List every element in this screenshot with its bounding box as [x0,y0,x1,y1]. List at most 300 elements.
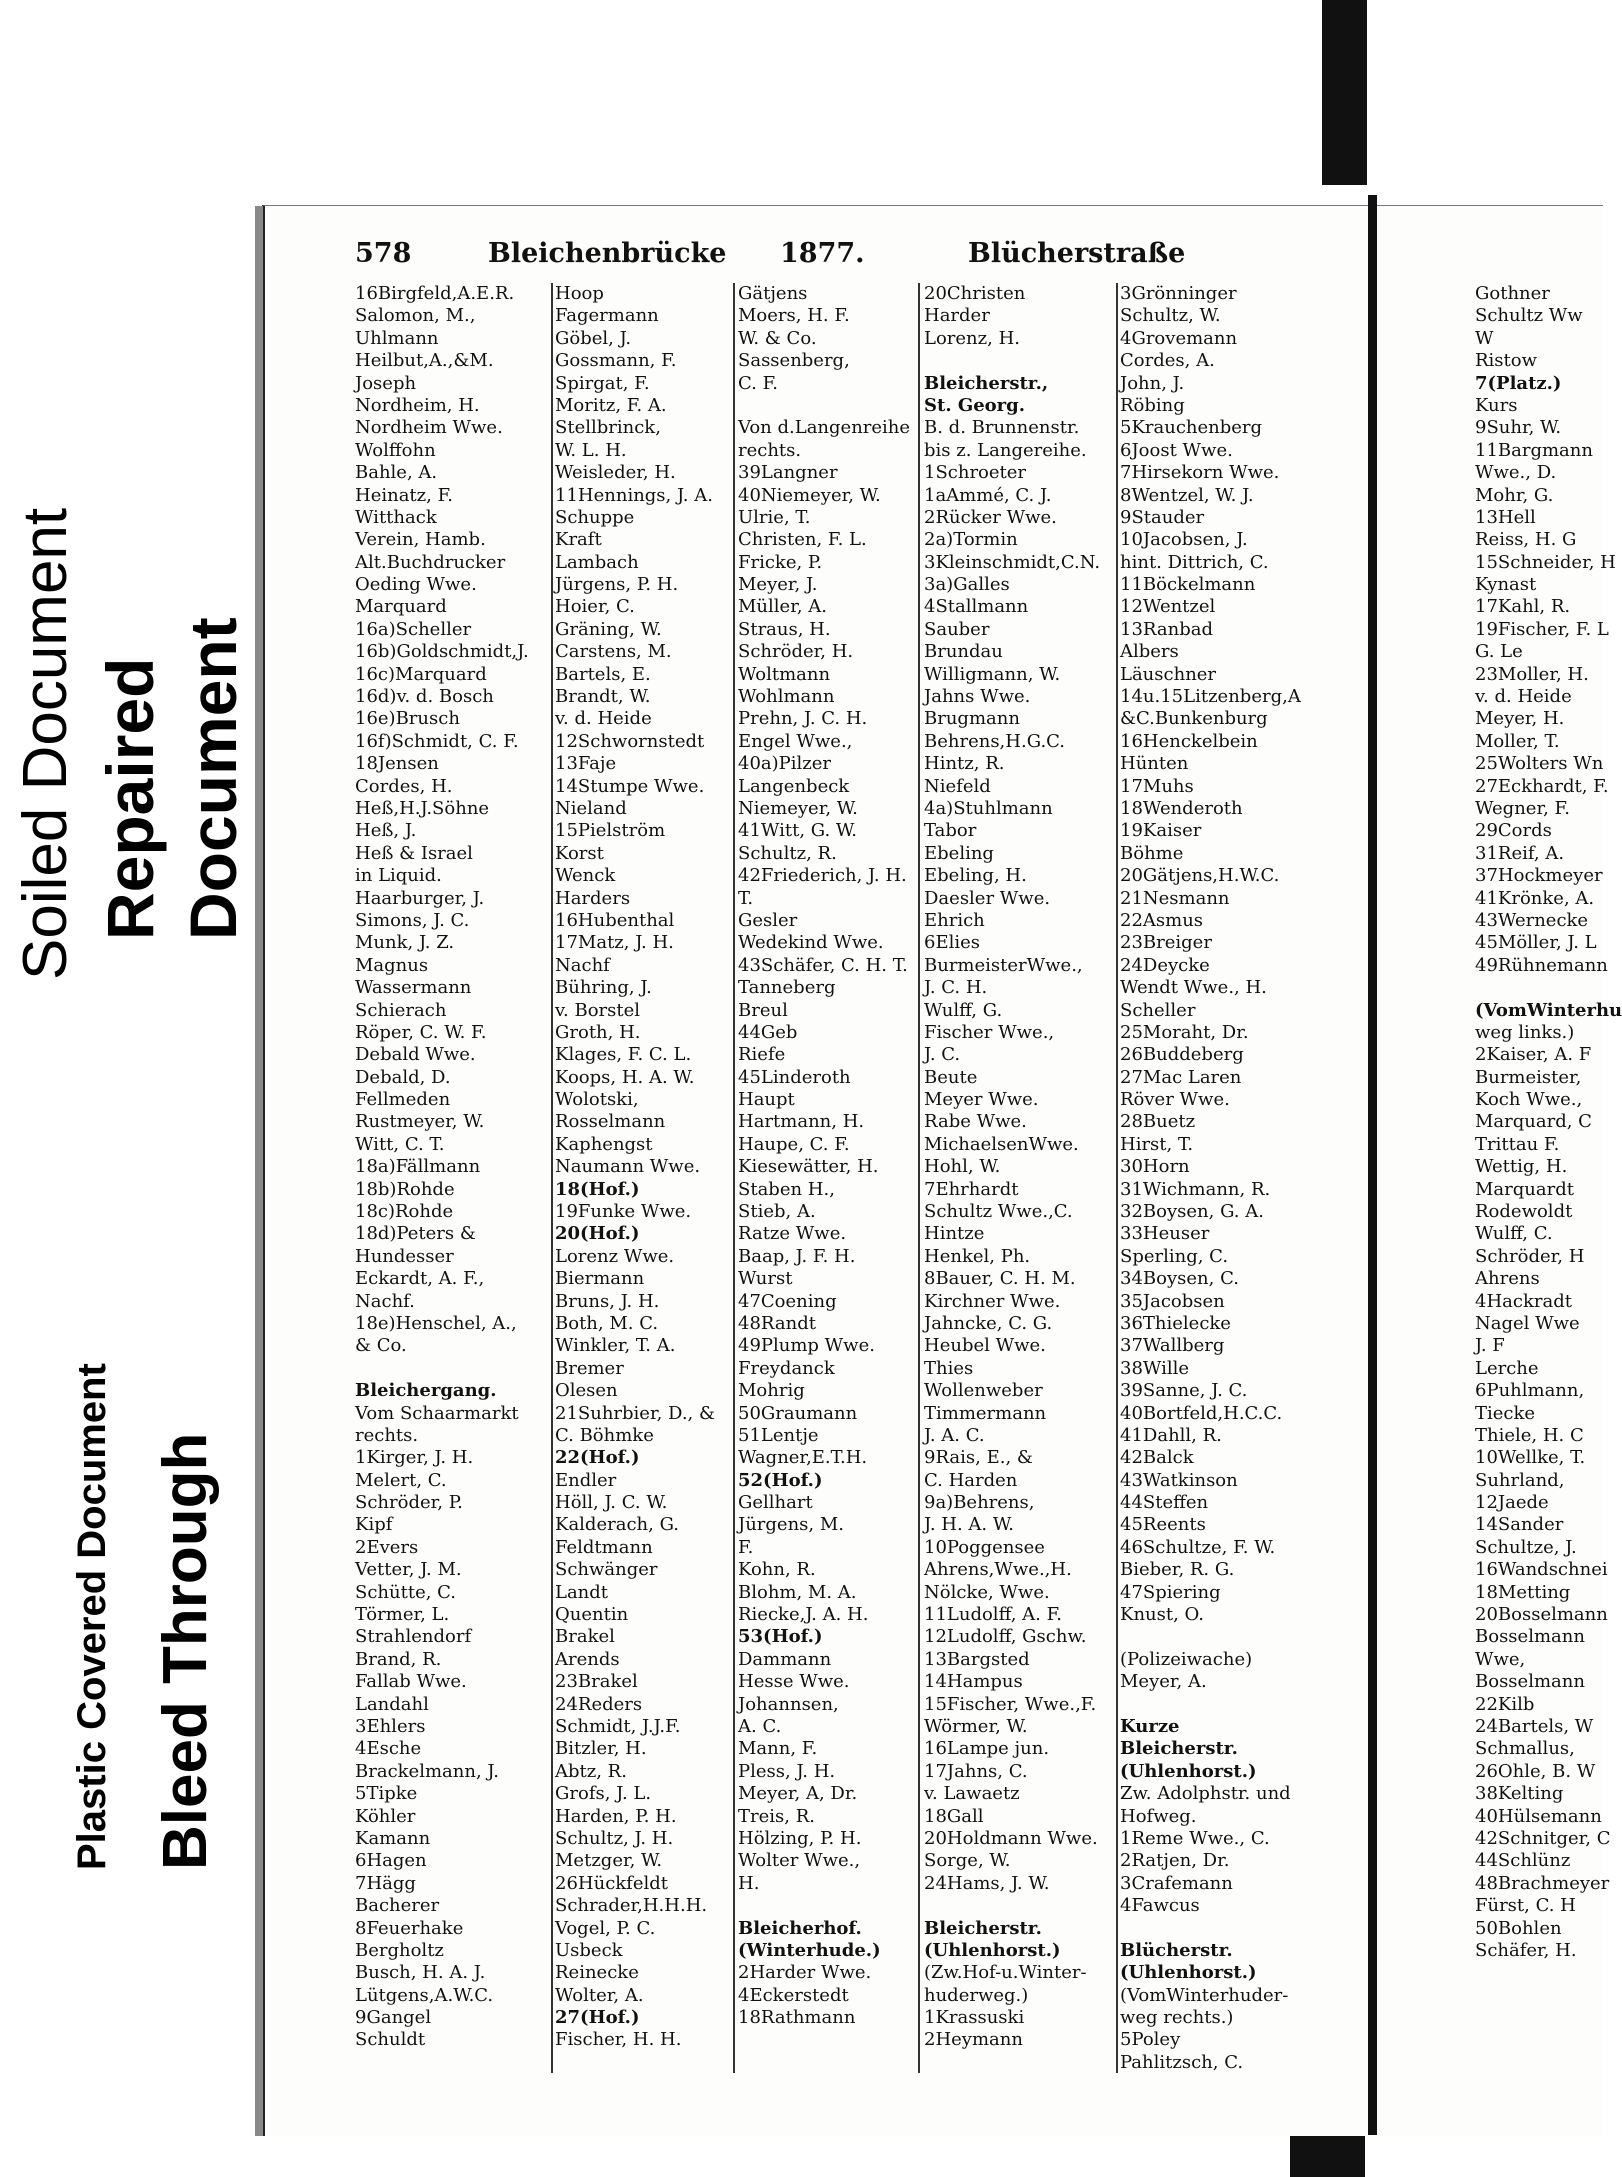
directory-entry: 18Metting [1475,1581,1571,1603]
directory-entry: 3Ehlers [355,1716,426,1737]
directory-entry: Moller, T. [1475,730,1560,752]
directory-entry: Willigmann, W. [924,663,1061,685]
directory-entry: Haupt [738,1089,795,1111]
directory-entry: Schultz, W. [1120,305,1221,327]
directory-entry: 22(Hof.) [555,1447,640,1469]
directory-entry: Fellmeden [355,1089,451,1111]
directory-entry: 2Evers [355,1536,419,1558]
directory-entry: 40Bortfeld,H.C.C. [1120,1402,1283,1424]
directory-entry: Wolffohn [355,439,436,461]
directory-entry: 21Nesmann [1120,887,1230,909]
directory-entry: Harders [555,887,631,909]
directory-entry: 20Bosselmann [1475,1604,1608,1626]
directory-entry: 6Elies [924,932,980,954]
directory-entry: 22Kilb [1475,1693,1535,1715]
directory-entry: 3Crafemann [1120,1872,1233,1894]
directory-entry: Schierach [355,999,447,1021]
directory-entry: Hintze [924,1223,985,1245]
directory-entry: Kalderach, G. [555,1514,680,1536]
directory-entry: 1Schroeter [924,462,1027,484]
directory-entry: Mann, F. [738,1738,818,1760]
directory-entry: Fischer Wwe., [924,1021,1055,1043]
directory-entry: Munk, J. Z. [355,932,455,954]
directory-entry: 40a)Pilzer [738,753,832,775]
directory-entry: Reinecke [555,1962,639,1984]
directory-entry: Moers, H. F. [738,305,850,327]
directory-entry: 16e)Brusch [355,708,460,730]
directory-entry: Nachf. [355,1290,415,1312]
directory-entry: huderweg.) [924,1984,1029,2006]
directory-entry: Lütgens,A.W.C. [355,1984,494,2006]
directory-entry [1475,977,1600,999]
directory-entry: 46Schultze, F. W. [1120,1536,1276,1558]
directory-entry: 14Stumpe Wwe. [555,775,705,797]
directory-entry: Naumann Wwe. [555,1156,701,1178]
directory-entry: 50Bohlen [1475,1917,1562,1939]
directory-entry: Rosselmann [555,1111,666,1133]
directory-entry: Dammann [738,1648,832,1670]
directory-entry: Abtz, R. [555,1760,627,1782]
directory-entry: Debald, D. [355,1066,451,1088]
directory-entry: Pless, J. H. [738,1760,836,1782]
directory-entry: 18Jensen [355,753,439,775]
directory-entry: 4Stallmann [924,596,1029,618]
directory-entry: Christen, F. L. [738,529,867,551]
directory-entry: Schuppe [555,506,635,528]
directory-entry: Wolotski, [555,1089,639,1111]
directory-entry: Lambach [555,551,639,573]
directory-entry: Hirst, T. [1120,1133,1194,1155]
directory-entry: in Liquid. [355,865,442,887]
directory-entry: 12Wentzel [1120,596,1216,618]
directory-entry: Sassenberg, [738,350,850,372]
directory-entry: Bartels, E. [555,663,651,685]
directory-entry: Albers [1120,641,1179,663]
directory-entry: Arends [555,1648,620,1670]
directory-entry: Wulff, G. [924,999,1003,1021]
directory-entry: Gossmann, F. [555,350,677,372]
directory-entry: Magnus [355,954,429,976]
directory-entry: 47Spiering [1120,1581,1221,1603]
directory-entry: Olesen [555,1380,618,1402]
directory-entry: Engel Wwe., [738,730,853,752]
left-heading: Bleichenbrücke [488,238,727,269]
directory-entry: Gellhart [738,1492,813,1514]
directory-entry: Ratze Wwe. [738,1223,847,1245]
directory-entry: 9a)Behrens, [924,1492,1035,1514]
directory-entry: Kohn, R. [738,1559,816,1581]
directory-entry: 49Rühnemann [1475,954,1608,976]
directory-entry: 24Reders [555,1693,643,1715]
directory-entry: Schröder, H. [738,641,854,663]
directory-entry: 45Reents [1120,1514,1206,1536]
directory-entry: Busch, H. A. J. [355,1962,486,1984]
directory-entry: 19Kaiser [1120,820,1202,842]
directory-entry: Staben H., [738,1178,835,1200]
directory-entry: Zw. Adolphstr. und [1120,1783,1291,1805]
directory-entry: Jürgens, M. [738,1514,845,1536]
directory-entry: Heinatz, F. [355,484,453,506]
directory-entry: Heubel Wwe. [924,1335,1046,1357]
directory-entry [1120,1694,1320,1716]
directory-entry: 19Fischer, F. L [1475,618,1609,640]
directory-entry: J. C. [924,1044,961,1066]
directory-entry: 41Krönke, A. [1475,887,1595,909]
directory-entry: 26Ohle, B. W [1475,1760,1596,1782]
directory-entry: 1aAmmé, C. J. [924,484,1052,506]
directory-entry: Feldtmann [555,1536,653,1558]
directory-entry: T. [738,887,754,909]
directory-entry: 44Geb [738,1021,798,1043]
directory-entry: Scheller [1120,999,1196,1021]
directory-entry: Schultz Ww [1475,305,1583,327]
directory-entry: Cordes, A. [1120,350,1215,372]
directory-entry: bis z. Langereihe. [924,439,1087,461]
directory-entry: Wulff, C. [1475,1223,1553,1245]
directory-entry: Niemeyer, W. [738,797,858,819]
directory-entry: 18c)Rohde [355,1201,454,1223]
directory-entry: 7Hirsekorn Wwe. [1120,462,1280,484]
directory-entry: Verein, Hamb. [355,529,486,551]
directory-entry: Heilbut,A.,&M. [355,350,494,372]
directory-entry: Ahrens [1475,1268,1540,1290]
directory-entry: 6Hagen [355,1850,427,1872]
directory-entry: Brundau [924,641,1003,663]
directory-entry: Kipf [355,1514,393,1536]
directory-entry: 44Schlünz [1475,1850,1571,1872]
directory-entry: 14Sander [1475,1514,1564,1536]
directory-entry: Törmer, L. [355,1604,450,1626]
directory-entry: Bosselmann [1475,1671,1585,1693]
directory-entry: Reiss, H. G [1475,529,1577,551]
directory-entry: 30Horn [1120,1156,1190,1178]
directory-entry: Kurs [1475,394,1518,416]
directory-entry: 16c)Marquard [355,663,487,685]
directory-entry: 18Rathmann [738,2007,856,2029]
top-black-bar [1322,0,1367,185]
directory-entry: Quentin [555,1604,629,1626]
directory-entry: Wohlmann [738,686,835,708]
directory-entry: rechts. [355,1424,419,1446]
directory-entry: Treis, R. [738,1805,815,1827]
directory-entry: Kaphengst [555,1133,653,1155]
directory-entry: 25Moraht, Dr. [1120,1021,1249,1043]
directory-entry: 16Wandschnei [1475,1559,1608,1581]
directory-entry: 45Linderoth [738,1066,851,1088]
directory-entry: Witthack [355,506,437,528]
directory-entry: Wörmer, W. [924,1716,1028,1737]
directory-entry: Wedekind Wwe. [738,932,884,954]
directory-entry: 20(Hof.) [555,1223,640,1245]
directory-entry: Joseph [355,372,417,394]
directory-entry: 17Matz, J. H. [555,932,674,954]
directory-entry: Schultz Wwe.,C. [924,1201,1073,1223]
directory-entry: v. d. Heide [555,708,652,730]
directory-entry: Bacherer [355,1895,440,1917]
directory-entry: weg rechts.) [1120,2007,1234,2029]
directory-entry: J. F [1475,1335,1505,1357]
directory-entry: Nachf [555,954,610,976]
directory-entry: Gothner [1475,283,1550,304]
directory-entry: 23Breiger [1120,932,1212,954]
directory-entry: 22Asmus [1120,909,1204,931]
directory-entry: 47Coening [738,1290,837,1312]
directory-entry: Burmeister, [1475,1066,1582,1088]
directory-entry: Usbeck [555,1939,623,1961]
directory-entry: Vetter, J. M. [355,1559,462,1581]
directory-entry: 41Dahll, R. [1120,1424,1222,1446]
directory-entry: 13Bargsted [924,1648,1030,1670]
directory-entry: Nieland [555,797,627,819]
directory-entry: 7Hägg [355,1872,416,1894]
directory-entry: (Uhlenhorst.) [1120,1760,1257,1782]
directory-entry: Harder [924,305,990,327]
directory-entry: Niefeld [924,775,991,797]
directory-entry: 13Hell [1475,506,1536,528]
directory-entry: 2Heymann [924,2029,1023,2051]
directory-entry: 5Tipke [355,1783,418,1805]
directory-entry: Kirchner Wwe. [924,1290,1061,1312]
directory-entry: Uhlmann [355,327,439,349]
directory-entry: v. Lawaetz [924,1783,1020,1805]
directory-entry: Gätjens [738,283,808,304]
directory-entry: Moritz, F. A. [555,394,667,416]
directory-entry: 38Wille [1120,1357,1190,1379]
directory-column-3 [738,283,913,2029]
directory-entry: 42Balck [1120,1447,1194,1469]
directory-entry: Korst [555,842,604,864]
directory-entry: 51Lentje [738,1424,819,1446]
directory-entry: Hartmann, H. [738,1111,865,1133]
directory-entry: 11Hennings, J. A. [555,484,713,506]
directory-entry: Behrens,H.G.C. [924,730,1066,752]
directory-entry: 39Sanne, J. C. [1120,1380,1248,1402]
document-label: Document [176,617,250,940]
directory-entry: 33Heuser [1120,1223,1210,1245]
directory-entry: Cordes, H. [355,775,453,797]
directory-entry: (VomWinterhu [1475,999,1622,1021]
directory-entry: 6Joost Wwe. [1120,439,1233,461]
directory-entry: &C.Bunkenburg [1120,708,1268,730]
directory-entry: Ulrie, T. [738,506,811,528]
directory-entry: 9Suhr, W. [1475,417,1562,439]
directory-entry: Suhrland, [1475,1469,1565,1491]
directory-entry: Bleicherstr., [924,372,1049,394]
repaired-label: Repaired [93,657,167,940]
directory-entry: Melert, C. [355,1469,447,1491]
column-divider [733,283,735,2073]
directory-entry: 20Holdmann Wwe. [924,1827,1098,1849]
directory-entry: Kurze [1120,1716,1180,1737]
directory-entry: Bosselmann [1475,1626,1585,1648]
directory-entry: 4Esche [355,1738,422,1760]
directory-entry: 19Funke Wwe. [555,1201,692,1223]
directory-entry: Schrader,H.H.H. [555,1895,708,1917]
directory-entry: 12Schwornstedt [555,730,705,752]
directory-entry [924,1895,1119,1917]
directory-entry: Brackelmann, J. [355,1760,499,1782]
directory-entry: 38Kelting [1475,1783,1564,1805]
directory-entry: Debald Wwe. [355,1044,476,1066]
directory-entry: Mohrig [738,1380,805,1402]
directory-entry: Heß, J. [355,820,417,842]
directory-entry: (Uhlenhorst.) [924,1939,1061,1961]
directory-entry: Lorenz, H. [924,327,1020,349]
directory-column-2 [555,283,730,2052]
directory-entry: v. Borstel [555,999,641,1021]
directory-entry: Beute [924,1066,978,1088]
directory-entry: Bleichergang. [355,1380,497,1402]
directory-entry: 49Plump Wwe. [738,1335,875,1357]
directory-entry: 18(Hof.) [555,1178,640,1200]
directory-entry: 11Böckelmann [1120,574,1256,596]
directory-entry: 10Poggensee [924,1536,1045,1558]
directory-entry: 18Gall [924,1805,984,1827]
directory-entry: Wollenweber [924,1380,1043,1402]
directory-entry: Wegner, F. [1475,797,1570,819]
directory-entry: 36Thielecke [1120,1312,1231,1334]
directory-entry: Wolter Wwe., [738,1850,861,1872]
directory-entry: Ehrich [924,909,985,931]
directory-entry: 17Kahl, R. [1475,596,1571,618]
directory-entry: rechts. [738,439,802,461]
directory-entry: 7Ehrhardt [924,1178,1019,1200]
directory-entry: Stieb, A. [738,1201,816,1223]
directory-entry: Bieber, R. G. [1120,1559,1235,1581]
directory-entry: 15Fischer, Wwe.,F. [924,1693,1097,1715]
directory-entry: 16d)v. d. Bosch [355,686,494,708]
directory-entry: Bahle, A. [355,462,438,484]
directory-entry: Breul [738,999,788,1021]
directory-entry: Blücherstr. [1120,1939,1233,1961]
directory-entry: W. L. H. [555,439,627,461]
directory-entry: Röper, C. W. F. [355,1021,487,1043]
directory-entry: Koops, H. A. W. [555,1066,695,1088]
directory-entry: 7(Platz.) [1475,372,1562,394]
directory-entry: 23Brakel [555,1671,638,1693]
directory-entry: 4Hackradt [1475,1290,1572,1312]
directory-entry: 13Ranbad [1120,618,1213,640]
directory-entry: Marquard [355,596,447,618]
directory-entry: Hintz, R. [924,753,1005,775]
directory-entry: 27(Hof.) [555,2007,640,2029]
directory-entry: 10Jacobsen, J. [1120,529,1248,551]
directory-entry: 43Wernecke [1475,909,1589,931]
directory-column-6 [1475,283,1622,1962]
directory-entry: 44Steffen [1120,1492,1209,1514]
directory-entry: 37Wallberg [1120,1335,1225,1357]
directory-entry: 3a)Galles [924,574,1010,596]
directory-entry: Harden, P. H. [555,1805,677,1827]
directory-entry: Bremer [555,1357,624,1379]
directory-entry: Wwe, [1475,1648,1526,1670]
directory-entry: Wurst [738,1268,793,1290]
directory-entry: 14Hampus [924,1671,1023,1693]
directory-entry: Nagel Wwe [1475,1312,1580,1334]
directory-entry: B. d. Brunnenstr. [924,417,1080,439]
directory-entry: Jahncke, C. G. [924,1312,1053,1334]
directory-entry: W. & Co. [738,327,817,349]
directory-entry: Haupe, C. F. [738,1133,850,1155]
directory-entry: Spirgat, F. [555,372,650,394]
directory-entry: 50Graumann [738,1402,858,1424]
directory-entry: 23Moller, H. [1475,663,1589,685]
directory-entry: J. C. H. [924,977,988,999]
directory-entry: 26Hückfeldt [555,1872,669,1894]
directory-entry [355,1358,550,1380]
directory-entry: Rabe Wwe. [924,1111,1027,1133]
directory-entry: 16b)Goldschmidt,J. [355,641,529,663]
directory-entry: 1Reme Wwe., C. [1120,1827,1270,1849]
directory-entry: 27Eckhardt, F. [1475,775,1609,797]
directory-entry: Meyer, A, Dr. [738,1783,858,1805]
directory-entry: 35Jacobsen [1120,1290,1225,1312]
directory-entry: v. d. Heide [1475,686,1572,708]
directory-entry: 32Boysen, G. A. [1120,1201,1264,1223]
directory-entry: Schmidt, J.J.F. [555,1716,681,1737]
directory-entry: Heß & Israel [355,842,473,864]
directory-entry: A. C. [738,1716,782,1737]
directory-entry: Schwänger [555,1559,658,1581]
directory-entry: 20Christen [924,283,1026,304]
directory-entry: 18Wenderoth [1120,797,1243,819]
directory-entry: Ristow [1475,350,1538,372]
directory-entry: Mohr, G. [1475,484,1554,506]
directory-entry: Rodewoldt [1475,1201,1573,1223]
directory-entry: Eckardt, A. F., [355,1268,485,1290]
directory-entry: Kynast [1475,574,1537,596]
directory-entry: Alt.Buchdrucker [355,551,506,573]
directory-entry [1120,1918,1320,1940]
directory-column-4 [924,283,1119,2052]
directory-entry: Göbel, J. [555,327,632,349]
directory-entry: Oeding Wwe. [355,574,477,596]
directory-entry [924,350,1119,372]
directory-entry: Wagner,E.T.H. [738,1447,868,1469]
directory-entry: Jahns Wwe. [924,686,1031,708]
directory-entry: Von d.Langenreihe [738,417,911,439]
directory-entry: Bergholtz [355,1939,444,1961]
directory-entry: 2Rücker Wwe. [924,506,1057,528]
directory-entry: Fallab Wwe. [355,1671,467,1693]
directory-entry: MichaelsenWwe. [924,1133,1079,1155]
directory-entry: Stellbrinck, [555,417,661,439]
directory-entry: 15Schneider, H [1475,551,1616,573]
bleed-through-label: Bleed Through [151,1432,220,1870]
directory-entry: Brand, R. [355,1648,442,1670]
directory-entry: Schröder, H [1475,1245,1585,1267]
directory-entry: 8Wentzel, W. J. [1120,484,1254,506]
directory-entry: Klages, F. C. L. [555,1044,692,1066]
directory-entry: 18d)Peters & [355,1223,476,1245]
directory-entry: Wenck [555,865,616,887]
directory-entry: 48Brachmeyer [1475,1872,1610,1894]
directory-entry: Gesler [738,909,798,931]
directory-entry: Schmallus, [1475,1738,1575,1760]
directory-entry: Fagermann [555,305,659,327]
directory-entry: Röver Wwe. [1120,1089,1230,1111]
directory-entry: 18e)Henschel, A., [355,1312,517,1334]
directory-entry: (Zw.Hof-u.Winter- [924,1962,1087,1984]
directory-entry: 18b)Rohde [355,1178,455,1200]
directory-entry: 2a)Tormin [924,529,1018,551]
directory-entry: 43Watkinson [1120,1469,1238,1491]
directory-entry: Wassermann [355,977,472,999]
directory-entry: Henkel, Ph. [924,1245,1031,1267]
directory-entry: Nordheim Wwe. [355,417,503,439]
directory-entry: Jürgens, P. H. [555,574,679,596]
directory-entry: Weisleder, H. [555,462,676,484]
